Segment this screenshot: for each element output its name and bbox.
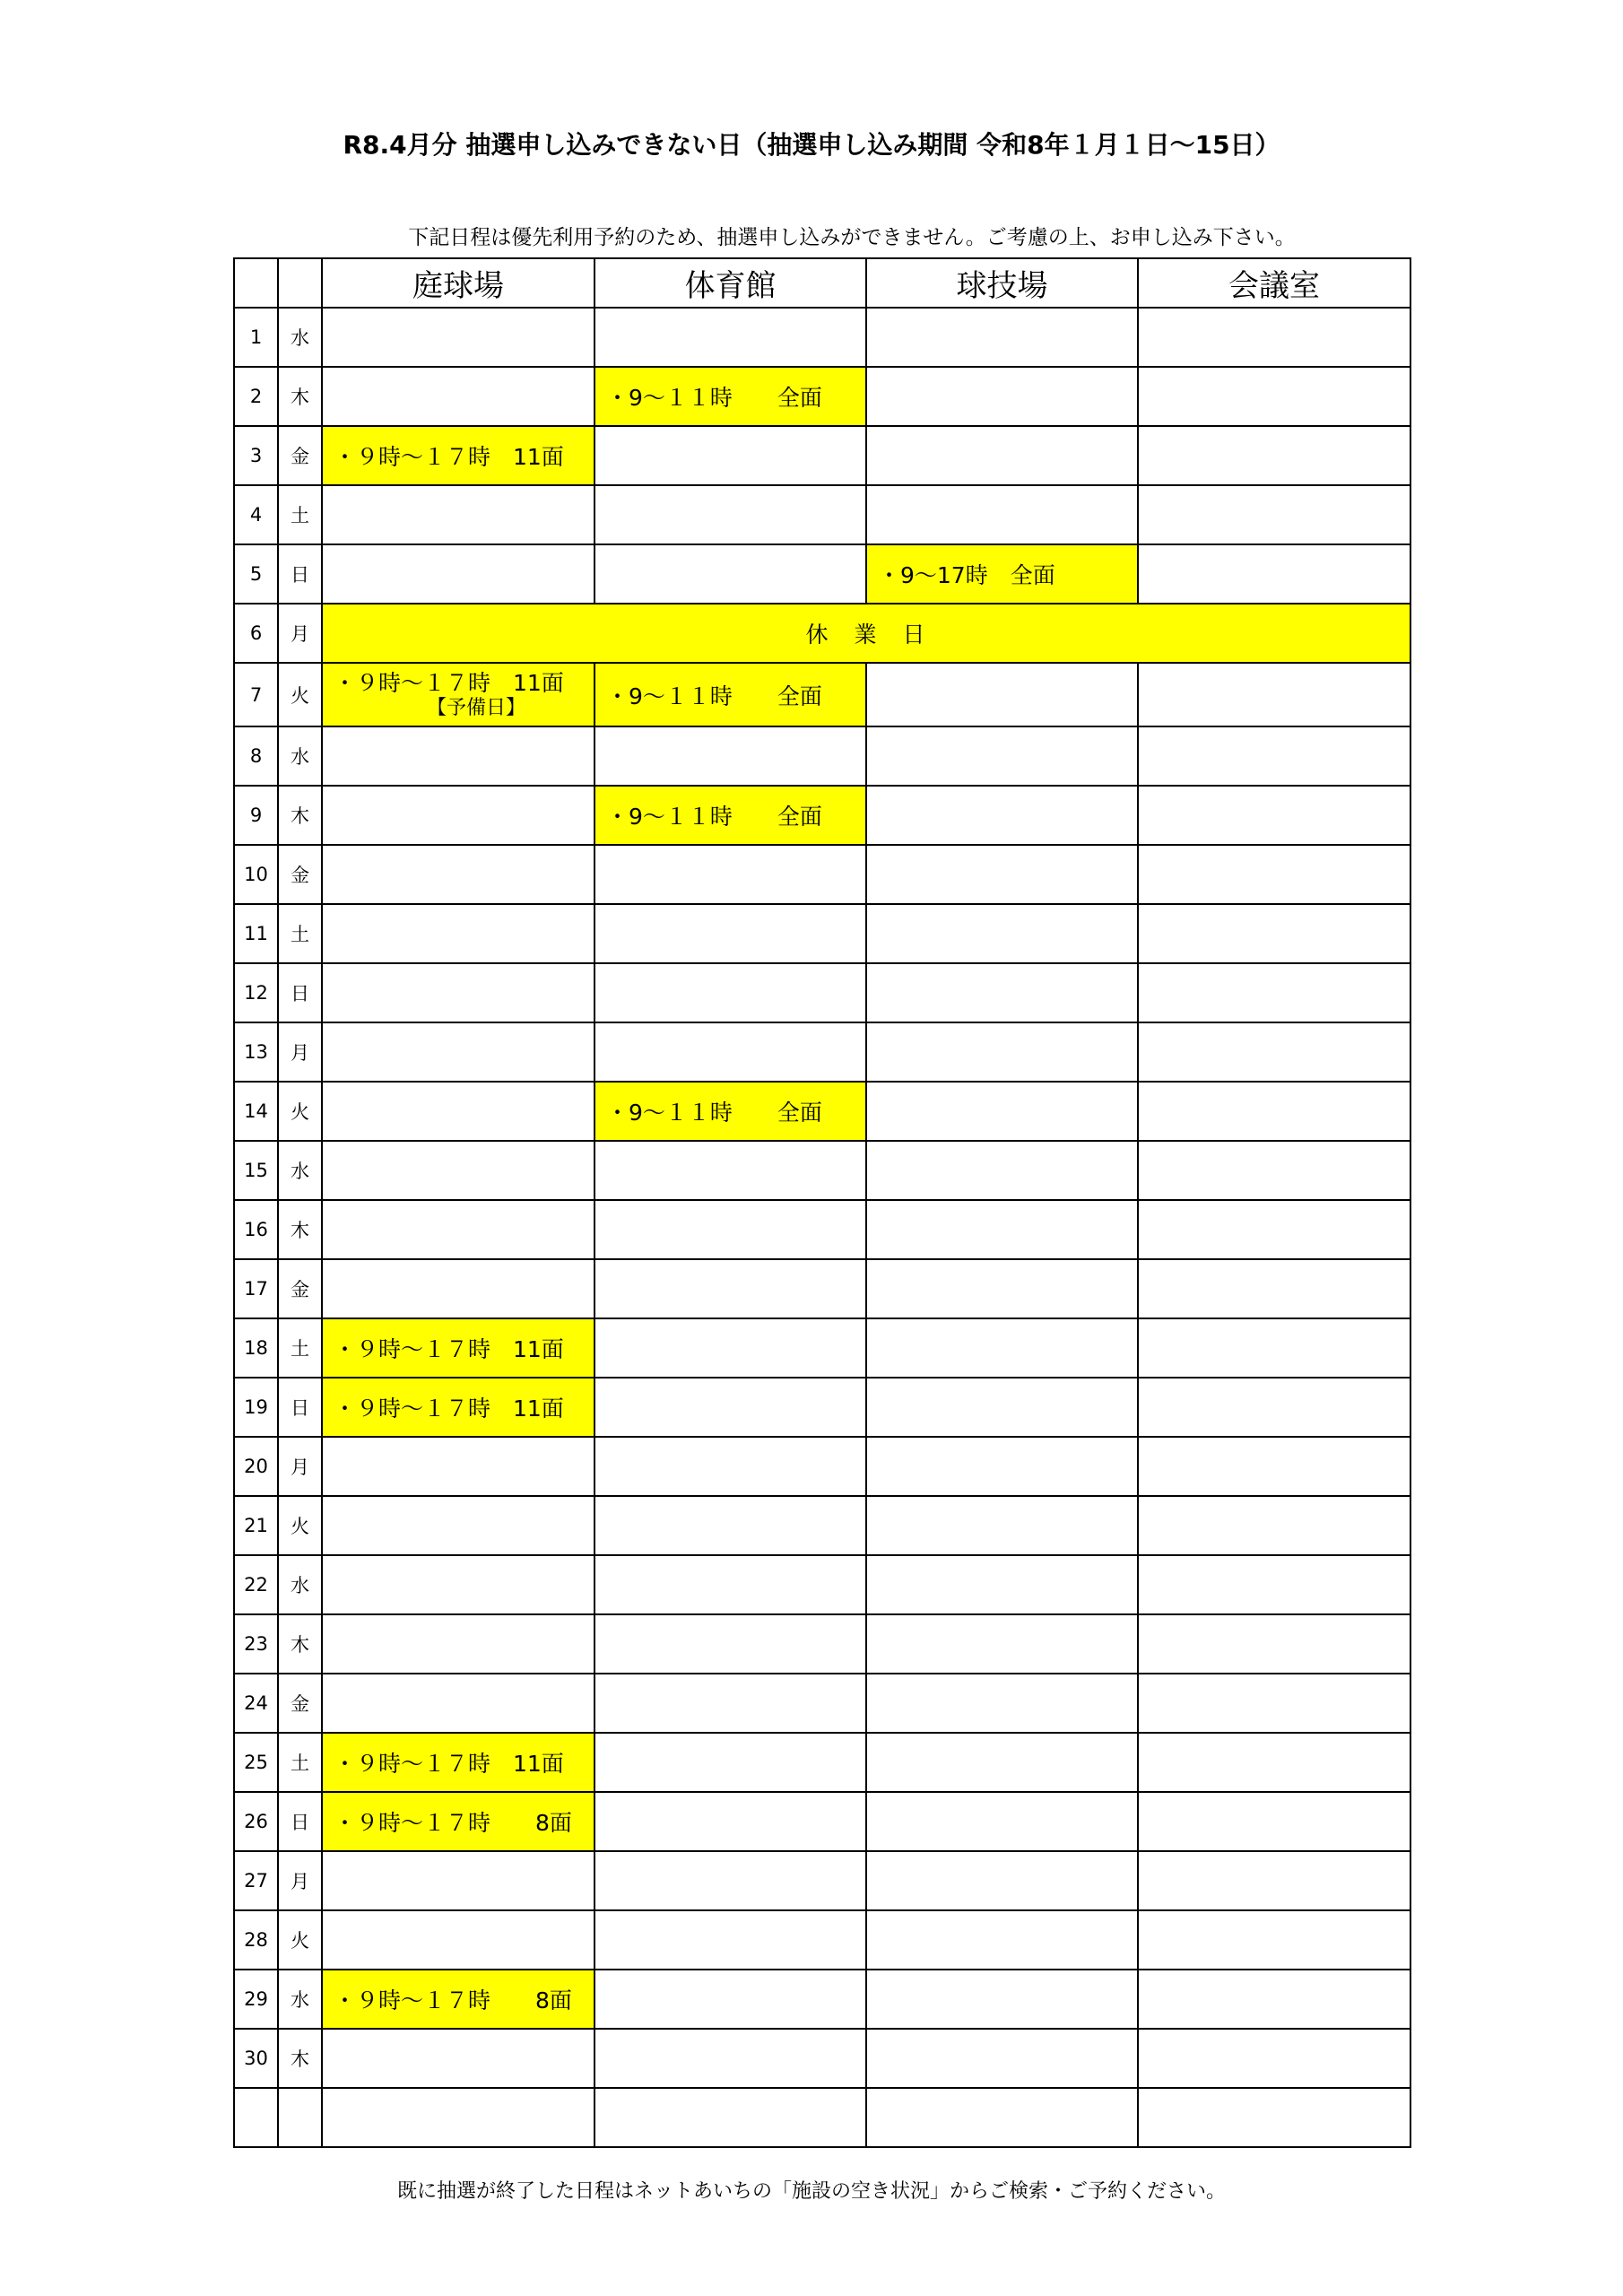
table-row — [234, 1910, 1410, 1970]
table-row — [234, 1200, 1410, 1259]
day-number: 26 — [234, 1792, 278, 1851]
day-number: 27 — [234, 1851, 278, 1910]
cell-meeting-room — [1138, 1200, 1410, 1259]
table-row — [234, 904, 1410, 963]
day-number: 9 — [234, 786, 278, 845]
day-number: 12 — [234, 963, 278, 1022]
day-number: 23 — [234, 1614, 278, 1674]
cell-tennis-court — [322, 1437, 595, 1496]
table-header-row — [234, 258, 1410, 308]
weekday: 金 — [278, 845, 322, 904]
cell-meeting-room — [1138, 1792, 1410, 1851]
weekday: 水 — [278, 1555, 322, 1614]
cell-sports-field — [866, 726, 1138, 786]
cell-meeting-room — [1138, 1910, 1410, 1970]
weekday — [278, 2088, 322, 2147]
cell-gymnasium — [595, 2088, 866, 2147]
table-row — [234, 308, 1410, 367]
cell-meeting-room — [1138, 1851, 1410, 1910]
cell-sports-field — [866, 1496, 1138, 1555]
cell-gymnasium — [595, 904, 866, 963]
cell-tennis-court — [322, 485, 595, 544]
footer-note: 既に抽選が終了した日程はネットあいちの「施設の空き状況」からご検索・ご予約ください。 — [396, 2180, 1226, 2203]
cell-meeting-room — [1138, 1555, 1410, 1614]
weekday: 木 — [278, 786, 322, 845]
table-row — [234, 1496, 1410, 1555]
table-row — [234, 2088, 1410, 2147]
cell-sports-field — [866, 1378, 1138, 1437]
reservation-text: ・９時〜１７時 8面 — [334, 1987, 572, 2013]
cell-sports-field — [866, 1200, 1138, 1259]
cell-gymnasium — [595, 1022, 866, 1082]
notice-text: 下記日程は優先利用予約のため、抽選申し込みができません。ご考慮の上、お申し込み下さい。 — [408, 226, 1296, 249]
cell-meeting-room — [1138, 663, 1410, 726]
cell-meeting-room — [1138, 1614, 1410, 1674]
table-row — [234, 1022, 1410, 1082]
table-row — [234, 1259, 1410, 1318]
reservation-schedule-table — [233, 257, 1411, 2148]
cell-tennis-court — [322, 1200, 595, 1259]
day-number: 1 — [234, 308, 278, 367]
cell-sports-field — [866, 1733, 1138, 1792]
table-row — [234, 426, 1410, 485]
day-number: 13 — [234, 1022, 278, 1082]
cell-meeting-room — [1138, 308, 1410, 367]
table-row — [234, 1970, 1410, 2029]
cell-gymnasium — [595, 1437, 866, 1496]
cell-meeting-room — [1138, 1259, 1410, 1318]
cell-sports-field — [866, 426, 1138, 485]
cell-meeting-room — [1138, 2088, 1410, 2147]
day-number: 4 — [234, 485, 278, 544]
table-row — [234, 2029, 1410, 2088]
weekday: 日 — [278, 544, 322, 604]
day-number: 3 — [234, 426, 278, 485]
cell-tennis-court — [322, 2088, 595, 2147]
cell-sports-field — [866, 904, 1138, 963]
day-number: 10 — [234, 845, 278, 904]
cell-gymnasium — [595, 963, 866, 1022]
cell-sports-field — [866, 2029, 1138, 2088]
cell-meeting-room — [1138, 963, 1410, 1022]
reserve-day-note: 【予備日】 — [426, 696, 525, 719]
cell-tennis-court — [322, 963, 595, 1022]
day-number: 18 — [234, 1318, 278, 1378]
cell-gymnasium — [595, 1792, 866, 1851]
reservation-text: ・9〜１１時 全面 — [606, 804, 822, 830]
cell-sports-field — [866, 1555, 1138, 1614]
weekday: 日 — [278, 1792, 322, 1851]
reservation-text: ・９時〜１７時 11面 — [334, 1751, 564, 1777]
cell-tennis-court — [322, 1792, 595, 1851]
cell-gymnasium — [595, 1496, 866, 1555]
day-number: 21 — [234, 1496, 278, 1555]
cell-gymnasium — [595, 1082, 866, 1141]
cell-meeting-room — [1138, 367, 1410, 426]
cell-tennis-court — [322, 1022, 595, 1082]
cell-sports-field — [866, 308, 1138, 367]
table-row — [234, 663, 1410, 726]
table-row — [234, 1378, 1410, 1437]
cell-sports-field — [866, 963, 1138, 1022]
reservation-text: ・９時〜１７時 11面 — [334, 669, 564, 696]
table-row — [234, 1555, 1410, 1614]
table-row — [234, 1674, 1410, 1733]
cell-sports-field — [866, 1318, 1138, 1378]
cell-sports-field — [866, 2088, 1138, 2147]
cell-meeting-room — [1138, 904, 1410, 963]
weekday: 火 — [278, 1082, 322, 1141]
day-number: 29 — [234, 1970, 278, 2029]
day-number: 11 — [234, 904, 278, 963]
day-number: 17 — [234, 1259, 278, 1318]
header-gymnasium: 体育館 — [595, 258, 866, 308]
table-row — [234, 963, 1410, 1022]
cell-meeting-room — [1138, 1022, 1410, 1082]
cell-gymnasium — [595, 726, 866, 786]
cell-gymnasium — [595, 845, 866, 904]
cell-meeting-room — [1138, 1970, 1410, 2029]
weekday: 月 — [278, 1437, 322, 1496]
cell-meeting-room — [1138, 726, 1410, 786]
header-sports-field: 球技場 — [866, 258, 1138, 308]
cell-gymnasium — [595, 786, 866, 845]
table-row — [234, 1733, 1410, 1792]
day-number: 20 — [234, 1437, 278, 1496]
cell-meeting-room — [1138, 544, 1410, 604]
cell-meeting-room — [1138, 1082, 1410, 1141]
weekday: 月 — [278, 1851, 322, 1910]
table-row — [234, 1614, 1410, 1674]
cell-sports-field — [866, 1851, 1138, 1910]
cell-gymnasium — [595, 485, 866, 544]
day-number: 28 — [234, 1910, 278, 1970]
table-row — [234, 1792, 1410, 1851]
cell-gymnasium — [595, 2029, 866, 2088]
reservation-text: ・９時〜１７時 11面 — [334, 1396, 564, 1422]
table-row — [234, 544, 1410, 604]
cell-sports-field — [866, 1792, 1138, 1851]
cell-tennis-court — [322, 1733, 595, 1792]
cell-gymnasium — [595, 1318, 866, 1378]
cell-tennis-court — [322, 1141, 595, 1200]
cell-meeting-room — [1138, 1496, 1410, 1555]
cell-meeting-room — [1138, 1437, 1410, 1496]
reservation-text: ・9〜１１時 全面 — [606, 1100, 822, 1126]
cell-meeting-room — [1138, 1141, 1410, 1200]
cell-sports-field — [866, 1141, 1138, 1200]
header-weekday — [278, 258, 322, 308]
day-number: 16 — [234, 1200, 278, 1259]
cell-tennis-court — [322, 1674, 595, 1733]
cell-meeting-room — [1138, 485, 1410, 544]
cell-gymnasium — [595, 367, 866, 426]
day-number: 8 — [234, 726, 278, 786]
reservation-text: ・９時〜１７時 8面 — [334, 1810, 572, 1836]
cell-tennis-court — [322, 845, 595, 904]
table-row — [234, 786, 1410, 845]
cell-gymnasium — [595, 1200, 866, 1259]
cell-gymnasium — [595, 1259, 866, 1318]
day-number: 25 — [234, 1733, 278, 1792]
cell-sports-field — [866, 367, 1138, 426]
cell-tennis-court — [322, 1259, 595, 1318]
weekday: 木 — [278, 1200, 322, 1259]
cell-gymnasium — [595, 1141, 866, 1200]
cell-gymnasium — [595, 663, 866, 726]
weekday: 土 — [278, 485, 322, 544]
day-number — [234, 2088, 278, 2147]
cell-meeting-room — [1138, 1318, 1410, 1378]
weekday: 火 — [278, 1910, 322, 1970]
cell-gymnasium — [595, 544, 866, 604]
cell-sports-field — [866, 786, 1138, 845]
cell-gymnasium — [595, 426, 866, 485]
cell-sports-field — [866, 485, 1138, 544]
table-row — [234, 1851, 1410, 1910]
table-row — [234, 726, 1410, 786]
cell-tennis-court — [322, 1555, 595, 1614]
weekday: 水 — [278, 726, 322, 786]
cell-sports-field — [866, 1970, 1138, 2029]
cell-tennis-court — [322, 544, 595, 604]
table-row — [234, 1141, 1410, 1200]
table-row — [234, 604, 1410, 663]
cell-tennis-court — [322, 1318, 595, 1378]
day-number: 30 — [234, 2029, 278, 2088]
header-day — [234, 258, 278, 308]
cell-meeting-room — [1138, 2029, 1410, 2088]
day-number: 22 — [234, 1555, 278, 1614]
day-number: 15 — [234, 1141, 278, 1200]
cell-tennis-court — [322, 2029, 595, 2088]
cell-tennis-court — [322, 367, 595, 426]
day-number: 7 — [234, 663, 278, 726]
reservation-text: ・９時〜１７時 11面 — [334, 1336, 564, 1362]
reservation-text: ・9〜17時 全面 — [878, 562, 1055, 588]
weekday: 土 — [278, 1318, 322, 1378]
cell-gymnasium — [595, 1970, 866, 2029]
table-row — [234, 1318, 1410, 1378]
weekday: 木 — [278, 367, 322, 426]
cell-gymnasium — [595, 1733, 866, 1792]
cell-tennis-court — [322, 1496, 595, 1555]
weekday: 金 — [278, 426, 322, 485]
document-title: R8.4月分 抽選申し込みできない日（抽選申し込み期間 令和8年１月１日〜15日） — [343, 130, 1280, 160]
header-meeting-room: 会議室 — [1138, 258, 1410, 308]
weekday: 月 — [278, 1022, 322, 1082]
cell-tennis-court — [322, 786, 595, 845]
cell-gymnasium — [595, 1614, 866, 1674]
day-number: 19 — [234, 1378, 278, 1437]
day-number: 14 — [234, 1082, 278, 1141]
weekday: 木 — [278, 2029, 322, 2088]
cell-meeting-room — [1138, 1733, 1410, 1792]
weekday: 日 — [278, 1378, 322, 1437]
weekday: 木 — [278, 1614, 322, 1674]
day-number: 6 — [234, 604, 278, 663]
schedule-body — [234, 308, 1410, 2147]
cell-sports-field — [866, 1082, 1138, 1141]
weekday: 水 — [278, 1141, 322, 1200]
weekday: 金 — [278, 1674, 322, 1733]
cell-gymnasium — [595, 1674, 866, 1733]
cell-tennis-court — [322, 1378, 595, 1437]
cell-meeting-room — [1138, 1674, 1410, 1733]
table-row — [234, 485, 1410, 544]
weekday: 金 — [278, 1259, 322, 1318]
cell-sports-field — [866, 845, 1138, 904]
cell-gymnasium — [595, 308, 866, 367]
reservation-text: ・9〜１１時 全面 — [606, 683, 822, 709]
cell-tennis-court — [322, 1082, 595, 1141]
day-number: 24 — [234, 1674, 278, 1733]
cell-sports-field — [866, 1614, 1138, 1674]
weekday: 日 — [278, 963, 322, 1022]
table-row — [234, 845, 1410, 904]
cell-sports-field — [866, 1910, 1138, 1970]
table-row — [234, 1082, 1410, 1141]
cell-sports-field — [866, 1437, 1138, 1496]
header-tennis-court: 庭球場 — [322, 258, 595, 308]
cell-meeting-room — [1138, 1378, 1410, 1437]
cell-tennis-court — [322, 1910, 595, 1970]
closed-day-cell: 休 業 日 — [322, 604, 1410, 663]
cell-tennis-court — [322, 1614, 595, 1674]
weekday: 土 — [278, 1733, 322, 1792]
reservation-text: ・9〜１１時 全面 — [606, 385, 822, 411]
day-number: 2 — [234, 367, 278, 426]
cell-tennis-court — [322, 308, 595, 367]
cell-sports-field — [866, 1259, 1138, 1318]
day-number: 5 — [234, 544, 278, 604]
cell-tennis-court — [322, 904, 595, 963]
reservation-text: ・９時〜１７時 11面 — [334, 444, 564, 470]
cell-tennis-court — [322, 663, 595, 726]
cell-meeting-room — [1138, 845, 1410, 904]
weekday: 水 — [278, 1970, 322, 2029]
weekday: 水 — [278, 308, 322, 367]
table-row — [234, 367, 1410, 426]
cell-sports-field — [866, 544, 1138, 604]
table-row — [234, 1437, 1410, 1496]
weekday: 月 — [278, 604, 322, 663]
cell-tennis-court — [322, 1851, 595, 1910]
cell-meeting-room — [1138, 426, 1410, 485]
cell-sports-field — [866, 1674, 1138, 1733]
cell-tennis-court — [322, 426, 595, 485]
weekday: 火 — [278, 663, 322, 726]
weekday: 火 — [278, 1496, 322, 1555]
cell-gymnasium — [595, 1910, 866, 1970]
cell-gymnasium — [595, 1378, 866, 1437]
cell-tennis-court — [322, 1970, 595, 2029]
weekday: 土 — [278, 904, 322, 963]
cell-gymnasium — [595, 1851, 866, 1910]
cell-sports-field — [866, 1022, 1138, 1082]
cell-gymnasium — [595, 1555, 866, 1614]
cell-meeting-room — [1138, 786, 1410, 845]
cell-sports-field — [866, 663, 1138, 726]
cell-tennis-court — [322, 726, 595, 786]
